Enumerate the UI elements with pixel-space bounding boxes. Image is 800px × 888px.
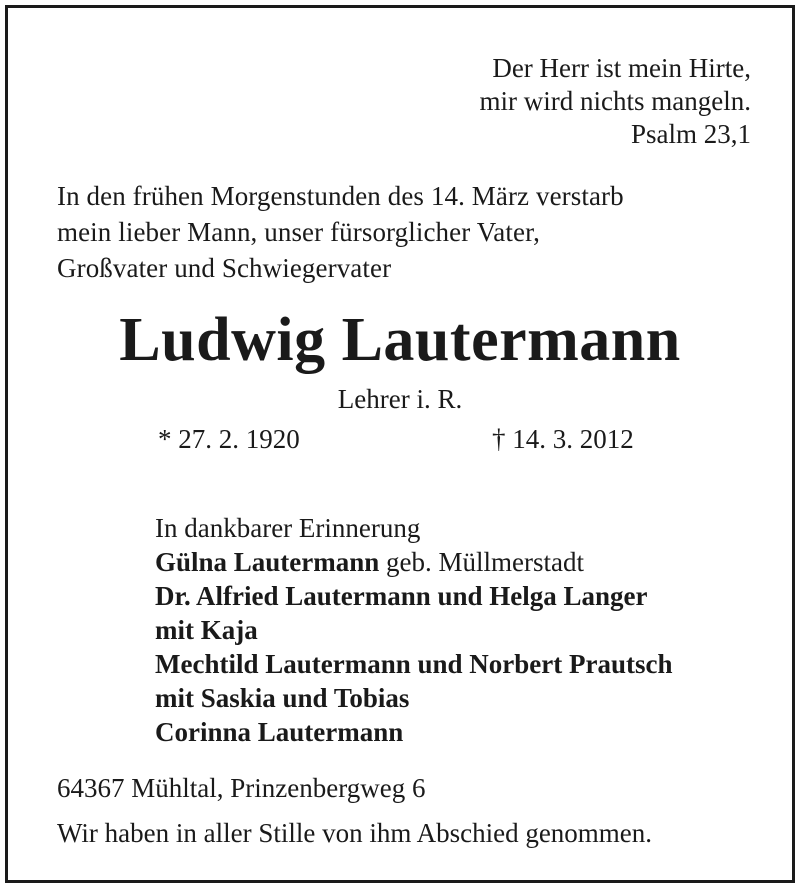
mourner-maiden-name: geb. Müllmerstadt [379, 547, 585, 577]
mourner-line-2: Dr. Alfried Lautermann und Helga Langer [155, 581, 648, 611]
mourner-line-3: mit Kaja [155, 615, 258, 645]
bible-verse [480, 52, 751, 151]
verse-source: Psalm 23,1 [630, 119, 751, 149]
verse-line-1: Der Herr ist mein Hirte, [492, 53, 751, 83]
death-date: † 14. 3. 2012 [492, 424, 634, 454]
mourner-line-6: Corinna Lautermann [155, 717, 404, 747]
verse-line-2: mir wird nichts mangeln. [479, 86, 751, 116]
mourner-line-5: mit Saskia und Tobias [155, 683, 410, 713]
announcement-line-1: In den frühen Morgenstunden des 14. März verstarb [57, 181, 624, 211]
birth-date: * 27. 2. 1920 [158, 424, 300, 454]
announcement-line-3: Großvater und Schwiegervater [57, 253, 392, 283]
deceased-name: Ludwig Lautermann [119, 306, 681, 374]
announcement-line-2: mein lieber Mann, unser fürsorglicher Vater, [57, 217, 540, 247]
mourners-list [155, 511, 672, 749]
mourner-widow-name: Gülna Lautermann [155, 547, 380, 577]
mourner-line-4: Mechtild Lautermann und Norbert Prautsch [155, 649, 673, 679]
closing-statement: Wir haben in aller Stille von ihm Abschied genommen. [57, 818, 653, 848]
deceased-title: Lehrer i. R. [337, 384, 463, 414]
family-address: 64367 Mühltal, Prinzenbergweg 6 [57, 773, 426, 803]
mourners-heading: In dankbarer Erinnerung [155, 513, 421, 543]
mourner-line-1 [155, 545, 672, 579]
death-announcement [57, 178, 624, 286]
obituary-notice [5, 5, 795, 883]
